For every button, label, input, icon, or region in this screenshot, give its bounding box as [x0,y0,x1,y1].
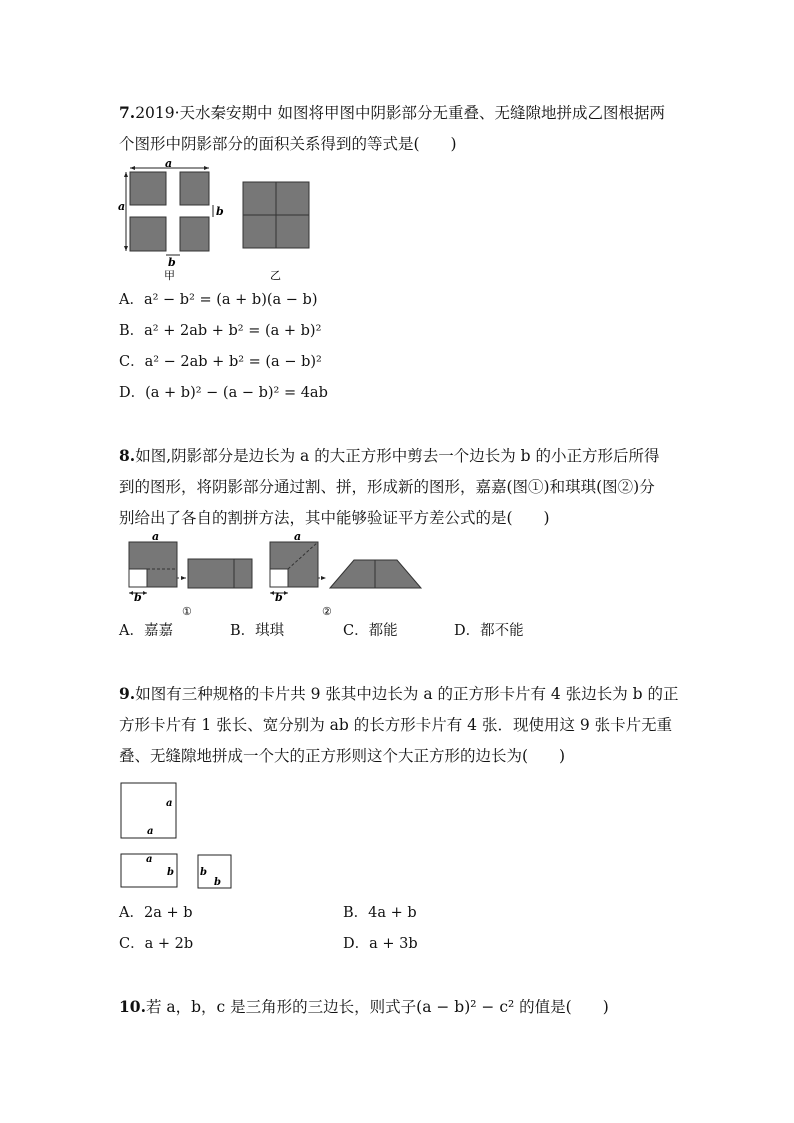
q8-option-c[interactable]: C．都能 [343,623,398,639]
q8-figure [118,530,428,620]
q8-label-a-2: a [294,530,302,543]
q7-number: 7. [119,103,136,122]
q7-label-a-top: a [165,158,173,170]
q9-label-rect-a: a [146,854,153,865]
q7-option-d[interactable]: D．(a + b)² − (a − b)² = 4ab [119,385,328,401]
q7-label-a-left: a [118,200,126,213]
q9-option-b[interactable]: B．4a + b [343,905,417,921]
q8-option-a[interactable]: A．嘉嘉 [119,623,173,639]
q7-option-a[interactable]: A．a² − b² = (a + b)(a − b) [119,292,318,308]
q7-label-b-right: b [216,205,224,218]
q8-figure-1 [129,542,252,595]
q7-caption-yi: 乙 [270,269,281,282]
q9-option-a[interactable]: A．2a + b [119,905,193,921]
q8-line2: 到的图形，将阴影部分通过割、拼，形成新的图形，嘉嘉(图①)和琪琪(图②)分 [119,478,655,496]
q9-label-sq-b-bottom: b [214,877,221,888]
q9-text-1: 如图有三种规格的卡片共 9 张其中边长为 a 的正方形卡片有 4 张边长为 b 的正 [135,685,679,703]
q10-number: 10. [119,997,146,1016]
q7-figure [112,158,322,283]
q10-text-1: 若 a，b，c 是三角形的三边长，则式子(a − b)² − c² 的值是( ) [145,998,609,1016]
q7-text-1: 2019·天水秦安期中 如图将甲图中阴影部分无重叠、无缝隙地拼成乙图根据两 [135,104,665,122]
q9-label-sq-a-side: a [166,798,173,809]
q9-line2: 方形卡片有 1 张长、宽分别为 ab 的长方形卡片有 4 张．现使用这 9 张卡片无重 [119,716,673,734]
q8-option-b[interactable]: B．琪琪 [230,623,285,639]
q7-option-b[interactable]: B．a² + 2ab + b² = (a + b)² [119,323,322,339]
q8-option-d[interactable]: D．都不能 [454,623,524,639]
q9-label-rect-b: b [167,867,174,878]
q9-option-d[interactable]: D．a + 3b [343,936,418,952]
q7-label-b-bottom: b [168,256,176,269]
q8-figure-2 [270,542,421,595]
q7-line2: 个图形中阴影部分的面积关系得到的等式是( ) [119,135,457,153]
q8-text-1: 如图,阴影部分是边长为 a 的大正方形中剪去一个边长为 b 的小正方形后所得 [135,447,660,465]
q9-label-sq-a-bottom: a [147,826,154,837]
q8-label-b-1: b [134,591,142,604]
q8-label-n-1: ① [182,605,192,618]
q7-figure-yi [243,182,309,248]
q8-label-n-2: ② [322,605,332,618]
q10-line1 [119,997,609,1017]
q8-line1 [119,446,660,466]
q7-line1 [119,103,665,123]
q9-line3: 叠、无缝隙地拼成一个大的正方形则这个大正方形的边长为( ) [119,747,566,765]
q9-label-sq-b-left: b [200,867,207,878]
q8-line3: 别给出了各自的割拼方法，其中能够验证平方差公式的是( ) [119,509,550,527]
q9-line1 [119,684,679,704]
q8-label-b-2: b [275,591,283,604]
q8-label-a-1: a [152,530,160,543]
q9-number: 9. [119,684,136,703]
q9-figure [118,780,238,892]
q7-option-c[interactable]: C．a² − 2ab + b² = (a − b)² [119,354,322,370]
q7-caption-jia: 甲 [164,269,175,282]
q8-number: 8. [119,446,136,465]
q7-figure-jia [124,166,213,255]
q9-option-c[interactable]: C．a + 2b [119,936,194,952]
